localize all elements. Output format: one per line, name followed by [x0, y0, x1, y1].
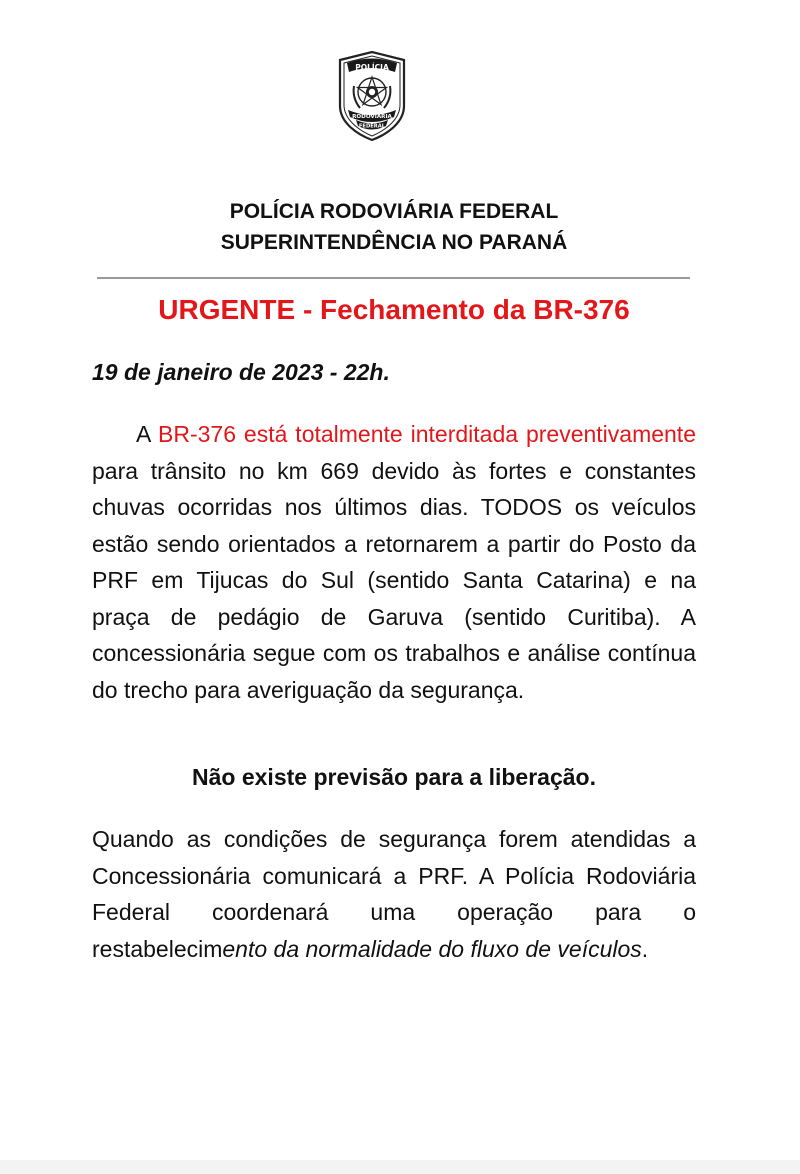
svg-text:RODOVIÁRIA: RODOVIÁRIA: [352, 114, 392, 120]
paragraph-reopening: [92, 821, 696, 967]
release-notice: Não existe previsão para a liberação.: [192, 764, 596, 790]
closure-highlight: BR-376 está totalmente interditada preventivamente: [158, 421, 696, 447]
paragraph-closure-details: [92, 416, 696, 708]
page-bottom-band: [0, 1160, 800, 1174]
paragraph2-italic: ento da normalidade do fluxo de veículos: [222, 935, 642, 962]
notice-title: URGENTE - Fechamento da BR-376: [158, 294, 630, 325]
prf-badge-icon: [334, 50, 410, 142]
paragraph2-end: .: [641, 935, 649, 962]
notice-date: 19 de janeiro de 2023 - 22h.: [92, 359, 390, 385]
svg-text:FEDERAL: FEDERAL: [358, 123, 386, 130]
header-divider: [97, 277, 690, 279]
agency-name: POLÍCIA RODOVIÁRIA FEDERAL: [229, 200, 559, 223]
agency-division: SUPERINTENDÊNCIA NO PARANÁ: [220, 231, 568, 254]
paragraph-body: para trânsito no km 669 devido às fortes e constantes chuvas ocorridas nos últimos dias. TODOS os veículos estão sendo orientados a retornarem a partir do Posto da PRF em Tijucas do Sul (sentido Santa Catarina) e na praça de pedágio de Garuva (sentido Curitiba). A concessionária segue com os trabalhos e análise contínua do trecho para averiguação da segurança.: [92, 457, 696, 703]
paragraph2-text: Quando as condições de segurança forem atendidas a Concessionária comunicará a PRF. A Polícia Rodoviária Federal coordenará uma operação para o restabelecim: [92, 826, 696, 962]
svg-text:POLÍCIA: POLÍCIA: [355, 63, 389, 72]
paragraph-lead: A: [136, 421, 151, 447]
agency-header: [0, 196, 788, 258]
